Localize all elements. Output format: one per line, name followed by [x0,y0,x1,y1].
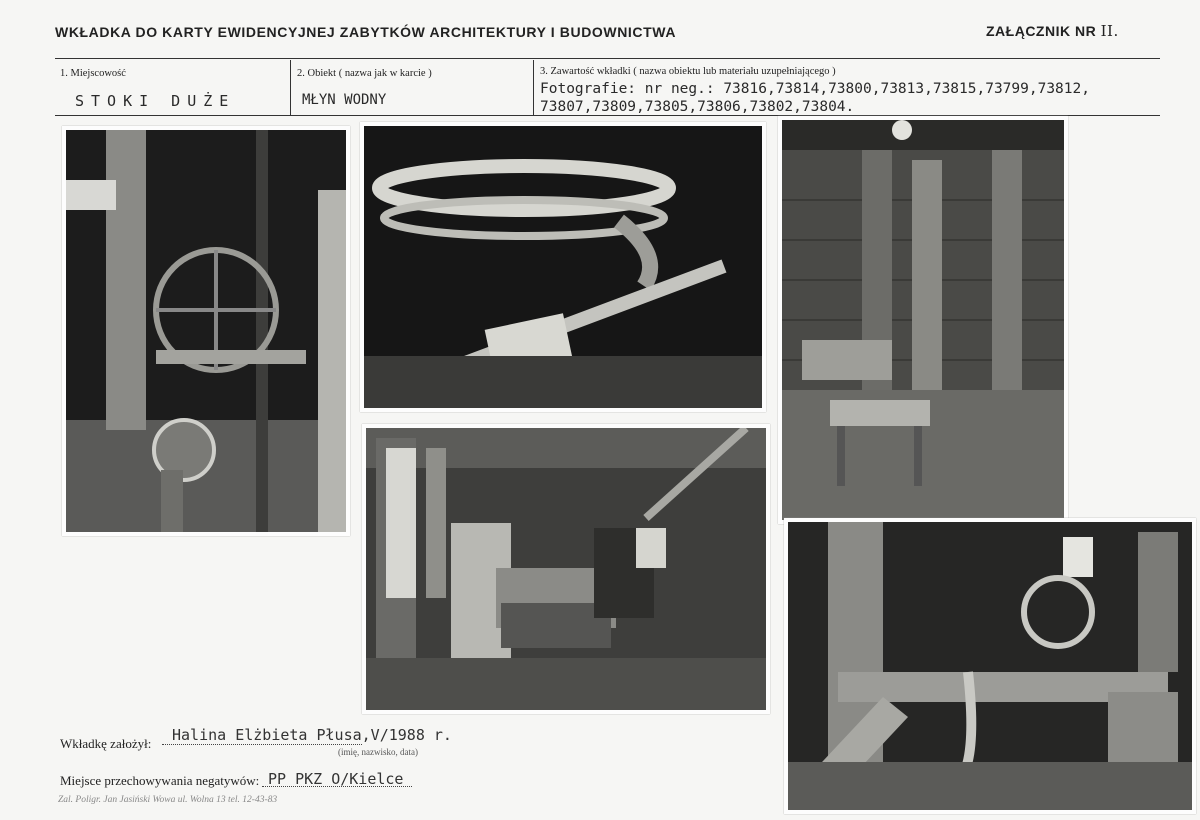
document-title: WKŁADKA DO KARTY EWIDENCYJNEJ ZABYTKÓW ARCHITEKTURY I BUDOWNICTWA [55,24,677,40]
author-label: Wkładkę założył: [60,736,152,751]
form-divider-1 [290,60,291,115]
author-value: Halina Elżbieta Płusa,V/1988 r. [172,726,452,744]
form-divider-2 [533,60,534,115]
author-note: (imię, nazwisko, data) [338,747,418,757]
photo-mill-interior-posts-image [782,120,1064,520]
photo-mill-room-table-image [366,428,766,710]
locality-label: 1. Miejscowość [60,68,126,79]
photo-mill-room-table [362,424,770,714]
locality-value: STOKI DUŻE [75,92,236,110]
photo-mill-machinery-right-image [788,522,1192,810]
form-top-rule [55,58,1160,59]
object-label: 2. Obiekt ( nazwa jak w karcie ) [297,68,432,79]
contents-value: Fotografie: nr neg.: 73816,73814,73800,73813,73815,73799,73812, 73807,73809,73805,73806,73802,73804. [540,81,1090,115]
photo-crown-gear-image [364,126,762,408]
photo-mill-machinery-right [784,518,1196,814]
storage-label: Miejsce przechowywania negatywów: [60,773,260,788]
annex-prefix: ZAŁĄCZNIK NR [986,23,1097,39]
author-dotted-line [162,744,362,745]
printer-imprint: Zal. Poligr. Jan Jasiński Wowa ul. Wolna 13 tel. 12-43-83 [58,795,278,805]
photo-mill-interior-posts [778,116,1068,524]
annex-number: II. [1100,22,1119,40]
annex-label [986,22,1119,40]
photo-gear-wheel-left-image [66,130,346,532]
contents-label: 3. Zawartość wkładki ( nazwa obiektu lub materiału uzupełniającego ) [540,66,836,77]
object-value: MŁYN WODNY [302,92,387,108]
storage-value: PP PKZ O/Kielce [268,770,404,788]
photo-crown-gear [360,122,766,412]
photo-gear-wheel-left [62,126,350,536]
